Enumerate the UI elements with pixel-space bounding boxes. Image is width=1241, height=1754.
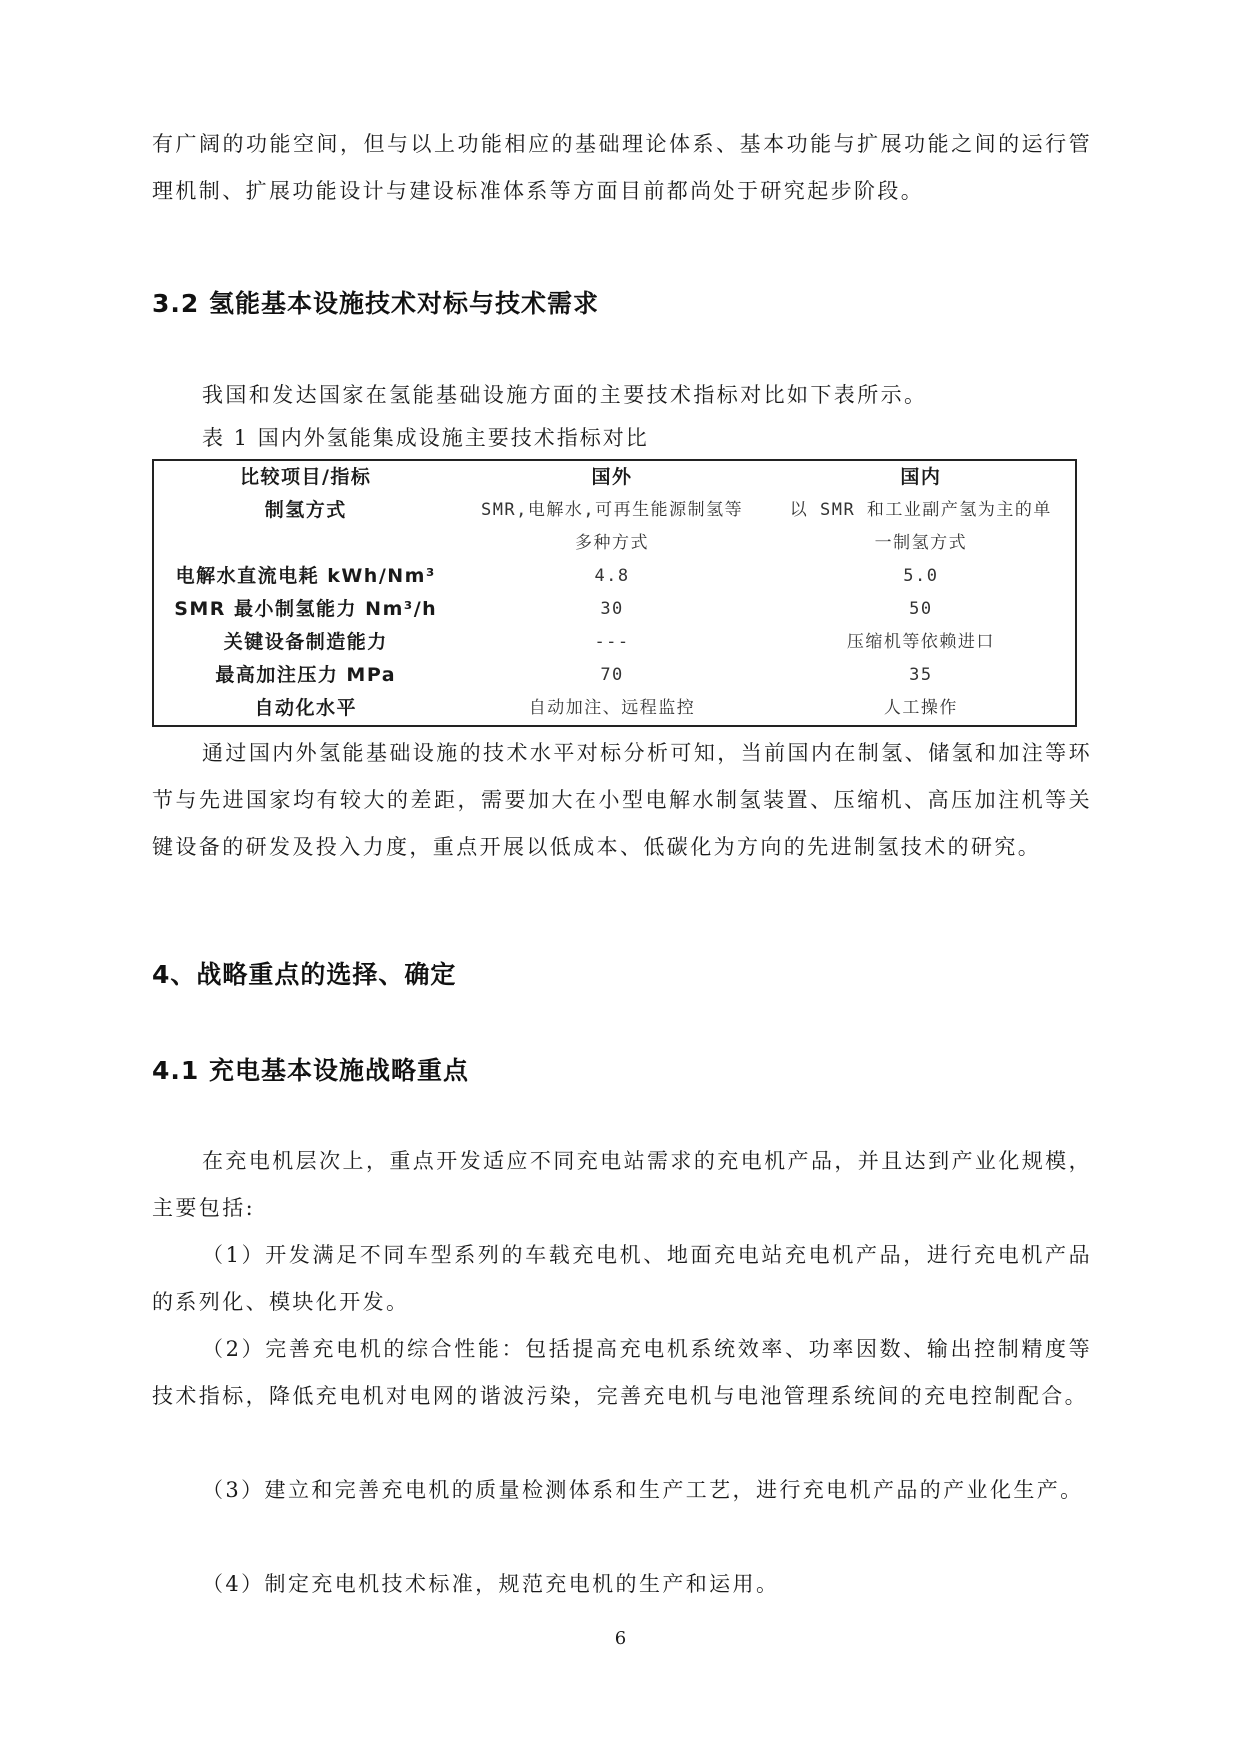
section-3-2-lead: 我国和发达国家在氢能基础设施方面的主要技术指标对比如下表所示。 (202, 383, 928, 407)
analysis-paragraph: 通过国内外氢能基础设施的技术水平对标分析可知，当前国内在制氢、储氢和加注等环节与先进国家均有较大的差距，需要加大在小型电解水制氢装置、压缩机、高压加注机等关键设备的研发及投入力度，重点开展以低成本、低碳化为方向的先进制氢技术的研究。 (152, 741, 1092, 859)
table-cell-domestic: 人工操作 (883, 698, 958, 718)
section-4-heading: 4、战略重点的选择、确定 (152, 960, 457, 989)
list-item: （4）制定充电机技术标准，规范充电机的生产和运用。 (202, 1572, 780, 1596)
table-cell-foreign: 4.8 (594, 566, 630, 586)
table-caption: 表 1 国内外氢能集成设施主要技术指标对比 (202, 426, 649, 450)
table-header-domestic: 国内 (900, 466, 942, 488)
page-number: 6 (614, 1628, 627, 1649)
table-cell-item: SMR 最小制氢能力 Nm³/h (174, 598, 438, 620)
table-cell-foreign: 30 (600, 599, 624, 619)
table-cell-domestic: 50 (909, 599, 933, 619)
table-cell-foreign: 自动加注、远程监控 (528, 698, 696, 718)
list-item: （2）完善充电机的综合性能：包括提高充电机系统效率、功率因数、输出控制精度等技术指标，降低充电机对电网的谐波污染，完善充电机与电池管理系统间的充电控制配合。 (152, 1337, 1092, 1408)
table-cell-domestic: 5.0 (903, 566, 939, 586)
table-header-foreign: 国外 (591, 466, 633, 488)
list-item: （1）开发满足不同车型系列的车载充电机、地面充电站充电机产品，进行充电机产品的系列化、模块化开发。 (152, 1243, 1092, 1314)
table-cell-item: 自动化水平 (254, 697, 357, 719)
table-cell-foreign: --- (594, 632, 630, 652)
section-4-1-lead: 在充电机层次上，重点开发适应不同充电站需求的充电机产品，并且达到产业化规模，主要包括: (152, 1149, 1092, 1220)
table-row (153, 626, 1076, 659)
section-3-2-heading: 3.2 氢能基本设施技术对标与技术需求 (152, 289, 599, 318)
table-cell-foreign: SMR,电解水,可再生能源制氢等多种方式 (480, 500, 744, 553)
table-cell-domestic: 压缩机等依赖进口 (846, 632, 995, 652)
table-header-item: 比较项目/指标 (239, 466, 372, 488)
list-item: （3）建立和完善充电机的质量检测体系和生产工艺，进行充电机产品的产业化生产。 (202, 1478, 1084, 1502)
table-cell-domestic: 以 SMR 和工业副产氢为主的单一制氢方式 (789, 500, 1052, 553)
table-cell-foreign: 70 (600, 665, 624, 685)
section-4-1-heading: 4.1 充电基本设施战略重点 (152, 1056, 469, 1085)
table-cell-item: 电解水直流电耗 kWh/Nm³ (175, 565, 436, 587)
table-row (153, 560, 1076, 593)
table-cell-item: 最高加注压力 MPa (215, 664, 397, 686)
table-row (153, 692, 1076, 726)
table-cell-item: 制氢方式 (264, 499, 347, 521)
table-row (153, 494, 1076, 560)
comparison-table (152, 459, 1077, 727)
table-row (153, 659, 1076, 692)
table-cell-item: 关键设备制造能力 (223, 631, 388, 653)
table-row (153, 593, 1076, 626)
table-header-row (153, 460, 1076, 494)
intro-paragraph: 有广阔的功能空间，但与以上功能相应的基础理论体系、基本功能与扩展功能之间的运行管理机制、扩展功能设计与建设标准体系等方面目前都尚处于研究起步阶段。 (152, 132, 1092, 203)
table-cell-domestic: 35 (909, 665, 933, 685)
